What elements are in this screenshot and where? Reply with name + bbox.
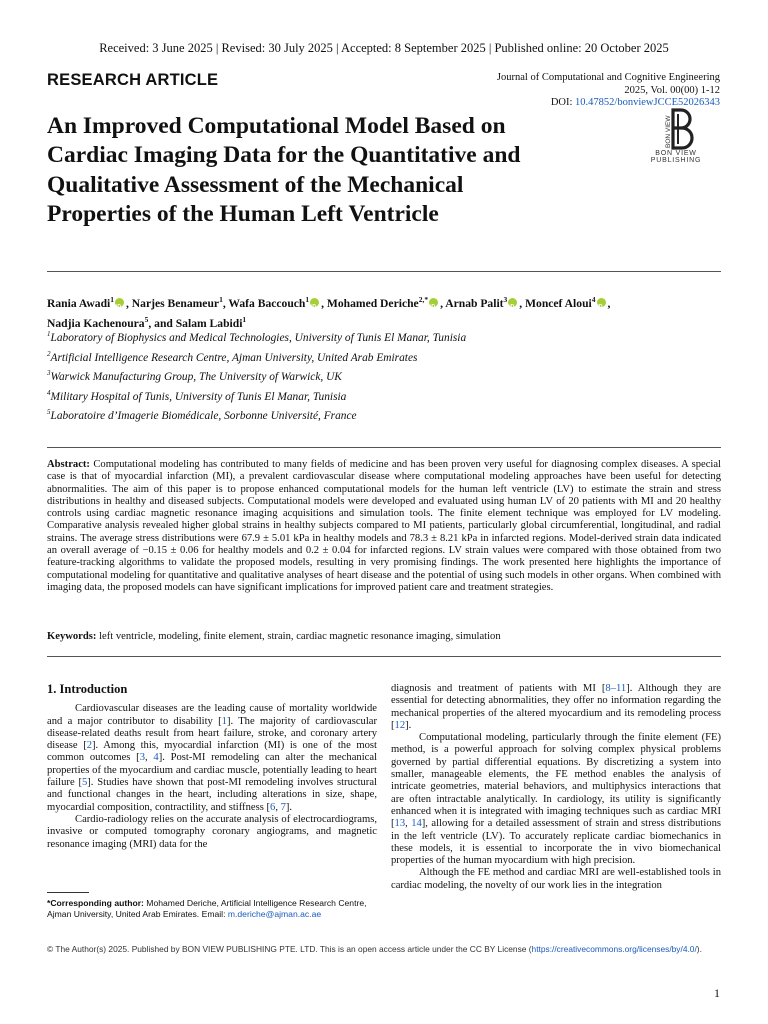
abstract-label: Abstract: <box>47 459 90 470</box>
affiliation-number: 2 <box>47 349 51 358</box>
paragraph: Although the FE method and cardiac MRI are well-established tools in cardiac modeling, the novelty of our work lies in the integration <box>391 867 721 891</box>
author-name: Nadjia Kachenoura <box>47 316 145 330</box>
corresponding-author-footnote <box>47 898 381 921</box>
affiliation: $^1$Laboratory of Biophysics and Medical Technologies, University of Tunis El Manar, Tunisia <box>47 330 467 344</box>
footnote-label: *Corresponding author: <box>47 898 144 908</box>
email-link[interactable]: m.deriche@ajman.ac.ae <box>227 909 322 920</box>
paragraph: Cardio-radiology relies on the accurate analysis of electrocardiograms, invasive or computed tomography coronary angiograms, and magnetic resonance imaging (MRI) data for the <box>47 813 377 850</box>
keywords-text: left ventricle, modeling, finite element, strain, cardiac magnetic resonance imaging, simulation <box>99 631 501 642</box>
orcid-icon[interactable] <box>429 298 438 307</box>
affiliation: $^2$Artificial Intelligence Research Centre, Ajman University, United Arab Emirates <box>47 349 418 364</box>
author-affiliation-mark: 1 <box>242 315 247 325</box>
citation-link[interactable]: 7 <box>280 801 286 813</box>
author-name: Arnab Palit <box>445 296 504 310</box>
journal-name: Journal of Computational and Cognitive Engineering <box>496 72 720 83</box>
divider <box>47 271 721 272</box>
citation-link[interactable]: 2 <box>86 740 93 752</box>
affiliation: $^5$Laboratoire d’Imagerie Biomédicale, Sorbonne Université, France <box>47 408 357 423</box>
journal-volume: 2025, Vol. 00(00) 1-12 <box>624 84 720 96</box>
author-name: Salam Labidi <box>175 316 243 330</box>
author-affiliation-mark: 1 <box>110 295 114 304</box>
author-name: Mohamed Deriche <box>326 296 419 310</box>
affiliation-number: 3 <box>47 369 51 378</box>
footnote-rule <box>47 892 89 893</box>
citation-link[interactable]: 4 <box>153 752 159 764</box>
keywords-label: Keywords: <box>47 631 97 642</box>
right-column <box>391 683 721 892</box>
affiliation-number: 5 <box>47 408 51 417</box>
abstract <box>47 459 721 594</box>
affiliation-list <box>47 330 721 428</box>
orcid-icon[interactable] <box>597 298 606 307</box>
author-affiliation-mark: 4 <box>591 295 596 304</box>
license-text: © The Author(s) 2025. Published by BON VIEW PUBLISHING PTE. LTD. This is an open access article under the CC BY License ( <box>47 944 532 954</box>
author-list: Rania Awadi$^1$iD , Narjes Benameur$^1$, Wafa Baccouch$^1$iD , Mohamed Deriche$^{2,*}$iD , Arnab Palit$^3$iD , Moncef Aloui$^4$iD , Nadjia Kachenoura$^5$, and Salam Labidi$^1$ <box>47 292 721 332</box>
publication-dates: Received: 3 June 2025 | Revised: 30 July 2025 | Accepted: 8 September 2025 | Published online: 20 October 2025 <box>99 41 669 55</box>
article-type-badge: RESEARCH ARTICLE <box>47 71 219 89</box>
author-affiliation-mark: 3 <box>503 295 508 304</box>
publisher-logo-mark <box>630 108 722 150</box>
author-name: Narjes Benameur <box>131 296 220 310</box>
article-title: An Improved Computational Model Based on Cardiac Imaging Data for the Quantitative and Qualitative Assessment of the Mechanical Properties of the Human Left Ventricle <box>47 113 521 227</box>
publisher-vertical-text: BON VIEW <box>665 115 672 148</box>
paragraph: Computational modeling, particularly through the finite element (FE) method, is a powerful approach for solving complex physical problems governed by partial differential equations. By discretizing a system into smaller, manageable elements, the FE method enables the analysis of intricate geometries, material behaviors, and multiphysics interactions that are often intractable analytically. In cardiology, its utility is significantly enhanced when it is integrated with imaging techniques such as cardiac MRI [13, 14], allowing for a detailed assessment of strain and stress distributions in the left ventricle (LV). To accurately replicate cardiac biomechanics in these models, it is essential to incorporate the in vivo biomechanical properties of the human myocardium with high precision. <box>391 732 721 867</box>
author-name: Moncef Aloui <box>525 296 592 310</box>
paragraph: diagnosis and treatment of patients with MI [8–11]. Although they are essential for detecting abnormalities, they offer no information regarding the mechanical properties of the altered myocardium and its remodeling process [12]. <box>391 683 721 731</box>
citation-link[interactable]: 1 <box>221 715 227 727</box>
author-affiliation-mark: 1 <box>219 295 223 304</box>
affiliation-number: 4 <box>47 388 51 397</box>
license-notice: © The Author(s) 2025. Published by BON VIEW PUBLISHING PTE. LTD. This is an open access article under the CC BY License (https://creativecommons.org/licenses/by/4.0/). <box>47 944 702 954</box>
affiliation: $^3$Warwick Manufacturing Group, The University of Warwick, UK <box>47 369 342 383</box>
page-number: 1 <box>714 986 720 1000</box>
author-name: Wafa Baccouch <box>228 296 306 310</box>
author-affiliation-mark: 5 <box>144 315 149 325</box>
left-column <box>47 683 377 851</box>
section-heading: 1. Introduction <box>47 682 128 696</box>
abstract-text: Computational modeling has contributed to many fields of medicine and has been proven very useful for diagnosing complex diseases. A special case is that of myocardial infarction (MI), a prevalent cardiovascular disease where computational modeling approaches have been useful for detecting abnormalities. The aim of this paper is to propose enhanced computational models for the human left ventricle (LV) to estimate the strain and stress distributions in healthy and diseased subjects. Computational models were developed and evaluated using human LV of 20 patients with MI and 20 healthy controls using cardiac magnetic resonance imaging acquisitions and simulation tools. The finite element technique was employed for LV modeling. Comparative analysis revealed higher global strains in healthy subjects compared to MI patients, particularly global circumferential, longitudinal, and radial strains. The average stress distributions were 67.9 ± 5.01 kPa in healthy models and 78.3 ± 8.21 kPa in infarcted regions. Model-derived strain data indicated an overall average of −0.15 ± 0.06 for healthy models and 0.2 ± 0.04 for infarcted regions. LV strain values were compared with those obtained from two feature-tracking algorithms to validate the proposed models, resulting in very promising findings. The work presented here highlights the importance of computational modeling for quantitative and qualitative analyses of heart disease and the potential of using such models in other organs. When combined with imaging data, the proposed models can have significant implications for improved patient care and treatment strategies. <box>47 459 721 593</box>
publisher-name: BON VIEW PUBLISHING <box>650 150 702 164</box>
affiliation-number: 1 <box>47 330 51 338</box>
citation-link[interactable]: 13 <box>394 818 406 830</box>
author-affiliation-mark: 1 <box>305 295 310 304</box>
license-link[interactable]: https://creativecommons.org/licenses/by/4.0/ <box>531 944 697 954</box>
publisher-logo <box>630 108 722 164</box>
divider <box>47 656 721 657</box>
doi-link[interactable]: 10.47852/bonviewJCCE52026343 <box>575 97 720 108</box>
author-affiliation-mark: 2,* <box>418 295 429 304</box>
orcid-icon[interactable] <box>115 298 124 307</box>
citation-link[interactable]: 12 <box>394 719 406 731</box>
keywords <box>47 631 721 642</box>
footnote-text: Mohamed Deriche, Artificial Intelligence Research Centre, Ajman University, United Arab Emirates. Email: <box>47 898 367 920</box>
citation-link[interactable]: 14 <box>411 818 422 830</box>
orcid-icon[interactable] <box>310 298 319 307</box>
doi-label: DOI: <box>550 97 576 108</box>
orcid-icon[interactable] <box>508 298 517 307</box>
author-name: Rania Awadi <box>47 296 111 310</box>
citation-link[interactable]: 5 <box>81 777 88 789</box>
paragraph: Cardiovascular diseases are the leading cause of mortality worldwide and a major contributor to disability [1]. The majority of cardiovascular disease-related deaths result from heart failure, stroke, and coronary artery disease [2]. Among this, myocardial infarction (MI) is one of the most common outcomes [3, 4]. Post-MI remodeling can alter the mechanical properties of the myocardium and cardiac muscle, potentially leading to heart failure [5]. Studies have shown that post-MI remodeling involves structural and functional changes in the heart, including alterations in size, shape, myocardial composition, contractility, and stiffness [6, 7]. <box>47 703 378 813</box>
citation-link[interactable]: 6 <box>270 801 276 813</box>
journal-info <box>497 72 720 110</box>
divider <box>47 447 721 448</box>
citation-link[interactable]: 3 <box>139 752 145 764</box>
citation-link[interactable]: 8–11 <box>605 683 627 694</box>
affiliation: $^4$Military Hospital of Tunis, University of Tunis El Manar, Tunisia <box>47 388 347 403</box>
